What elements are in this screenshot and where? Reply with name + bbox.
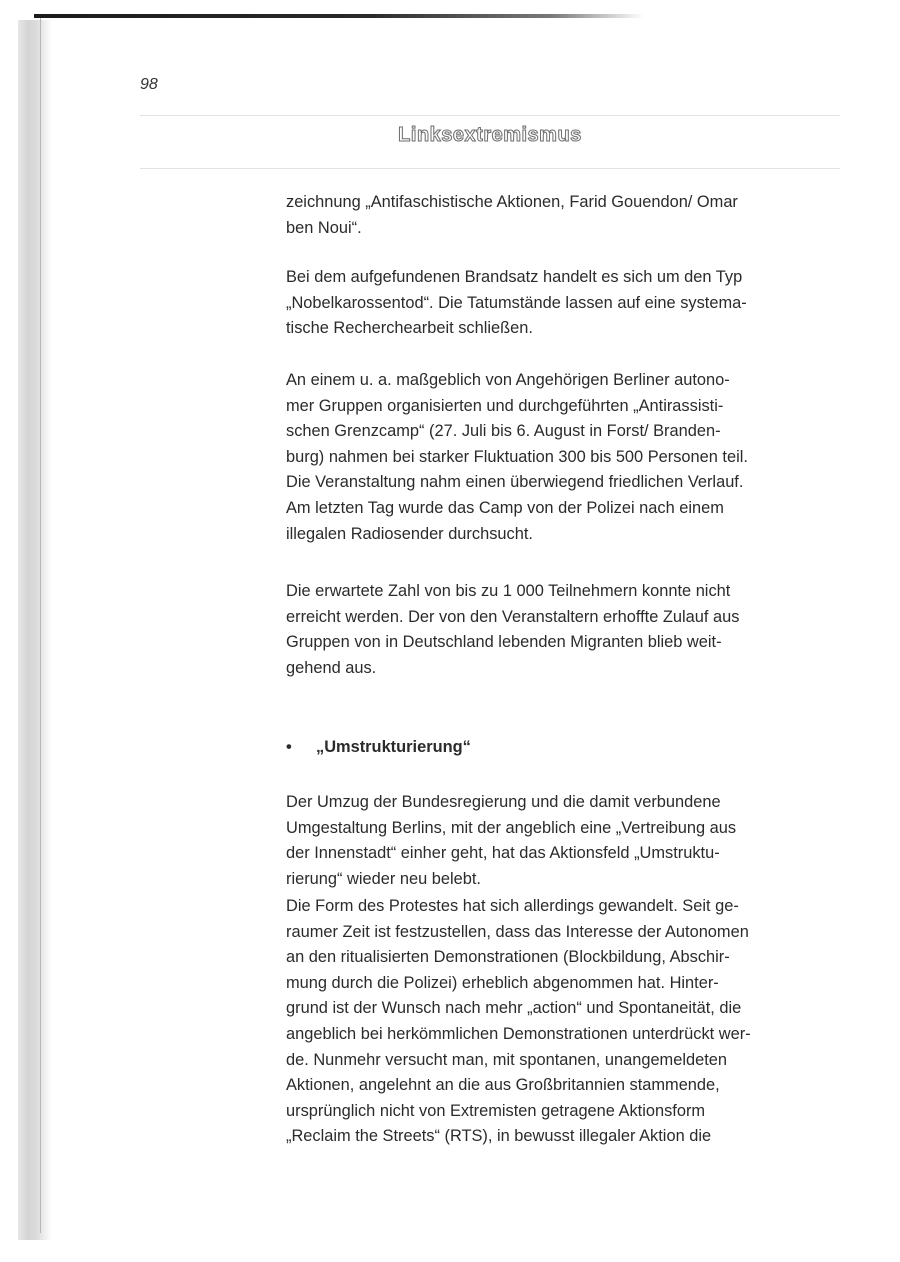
text-line: „Nobelkarossentod“. Die Tatumstände lassen auf eine systema- bbox=[286, 293, 747, 312]
text-line: an den ritualisierten Demonstrationen (Blockbildung, Abschir- bbox=[286, 948, 730, 967]
text-line: ben Noui“. bbox=[286, 218, 362, 237]
paragraph-3 bbox=[286, 368, 838, 547]
text-line: Umgestaltung Berlins, mit der angeblich eine „Vertreibung aus bbox=[286, 818, 737, 837]
header-rule-top bbox=[140, 115, 840, 116]
text-line: „Reclaim the Streets“ (RTS), in bewusst illegaler Aktion die bbox=[286, 1127, 712, 1146]
text-line: angeblich bei herkömmlichen Demonstrationen unterdrückt wer- bbox=[286, 1024, 751, 1043]
paragraph-2 bbox=[286, 265, 838, 342]
text-line: Der Umzug der Bundesregierung und die damit verbundene bbox=[286, 793, 721, 811]
text-line: Aktionen, angelehnt an die aus Großbritannien stammende, bbox=[286, 1076, 720, 1095]
text-line: illegalen Radiosender durchsucht. bbox=[286, 524, 533, 543]
text-line: mer Gruppen organisierten und durchgeführten „Antirassisti- bbox=[286, 396, 724, 415]
text-line: Die Veranstaltung nahm einen überwiegend friedlichen Verlauf. bbox=[286, 473, 744, 492]
text-line: tische Recherchearbeit schließen. bbox=[286, 319, 533, 338]
text-line: Gruppen von in Deutschland lebenden Migranten blieb weit- bbox=[286, 633, 722, 652]
scan-binding-line bbox=[40, 18, 41, 1233]
section-heading bbox=[286, 738, 471, 757]
section-paragraph-1 bbox=[286, 790, 838, 892]
text-line: zeichnung „Antifaschistische Aktionen, Farid Gouendon/ Omar bbox=[286, 193, 738, 211]
text-line: erreicht werden. Der von den Veranstaltern erhoffte Zulauf aus bbox=[286, 607, 740, 626]
page-number: 98 bbox=[140, 76, 158, 93]
text-line: Am letzten Tag wurde das Camp von der Polizei nach einem bbox=[286, 498, 724, 517]
section-heading-text: „Umstrukturierung“ bbox=[316, 738, 471, 756]
section-paragraph-2 bbox=[286, 894, 838, 1150]
text-line: ursprünglich nicht von Extremisten getragene Aktionsform bbox=[286, 1101, 706, 1120]
paragraph-1 bbox=[286, 190, 838, 241]
text-line: Die erwartete Zahl von bis zu 1 000 Teilnehmern konnte nicht bbox=[286, 582, 731, 600]
paragraph-4 bbox=[286, 579, 838, 681]
text-line: Bei dem aufgefundenen Brandsatz handelt es sich um den Typ bbox=[286, 268, 743, 286]
text-line: de. Nunmehr versucht man, mit spontanen, unangemeldeten bbox=[286, 1050, 727, 1069]
scan-binding-shadow bbox=[18, 20, 52, 1240]
text-line: burg) nahmen bei starker Fluktuation 300 bis 500 Personen teil. bbox=[286, 447, 748, 466]
scan-top-rule bbox=[34, 14, 644, 18]
text-line: rierung“ wieder neu belebt. bbox=[286, 869, 481, 888]
text-line: raumer Zeit ist festzustellen, dass das Interesse der Autonomen bbox=[286, 922, 749, 941]
text-line: schen Grenzcamp“ (27. Juli bis 6. August in Forst/ Branden- bbox=[286, 422, 721, 441]
text-line: der Innenstadt“ einher geht, hat das Aktionsfeld „Umstruktu- bbox=[286, 844, 720, 863]
text-line: An einem u. a. maßgeblich von Angehörigen Berliner autono- bbox=[286, 371, 730, 389]
text-line: Die Form des Protestes hat sich allerdings gewandelt. Seit ge- bbox=[286, 897, 739, 915]
bullet-icon: • bbox=[286, 738, 292, 756]
text-line: gehend aus. bbox=[286, 658, 377, 677]
header-rule-bottom bbox=[140, 168, 840, 169]
text-line: grund ist der Wunsch nach mehr „action“ und Spontaneität, die bbox=[286, 999, 742, 1018]
running-head: Linksextremismus bbox=[398, 124, 582, 146]
text-line: mung durch die Polizei) erheblich abgenommen hat. Hinter- bbox=[286, 973, 719, 992]
